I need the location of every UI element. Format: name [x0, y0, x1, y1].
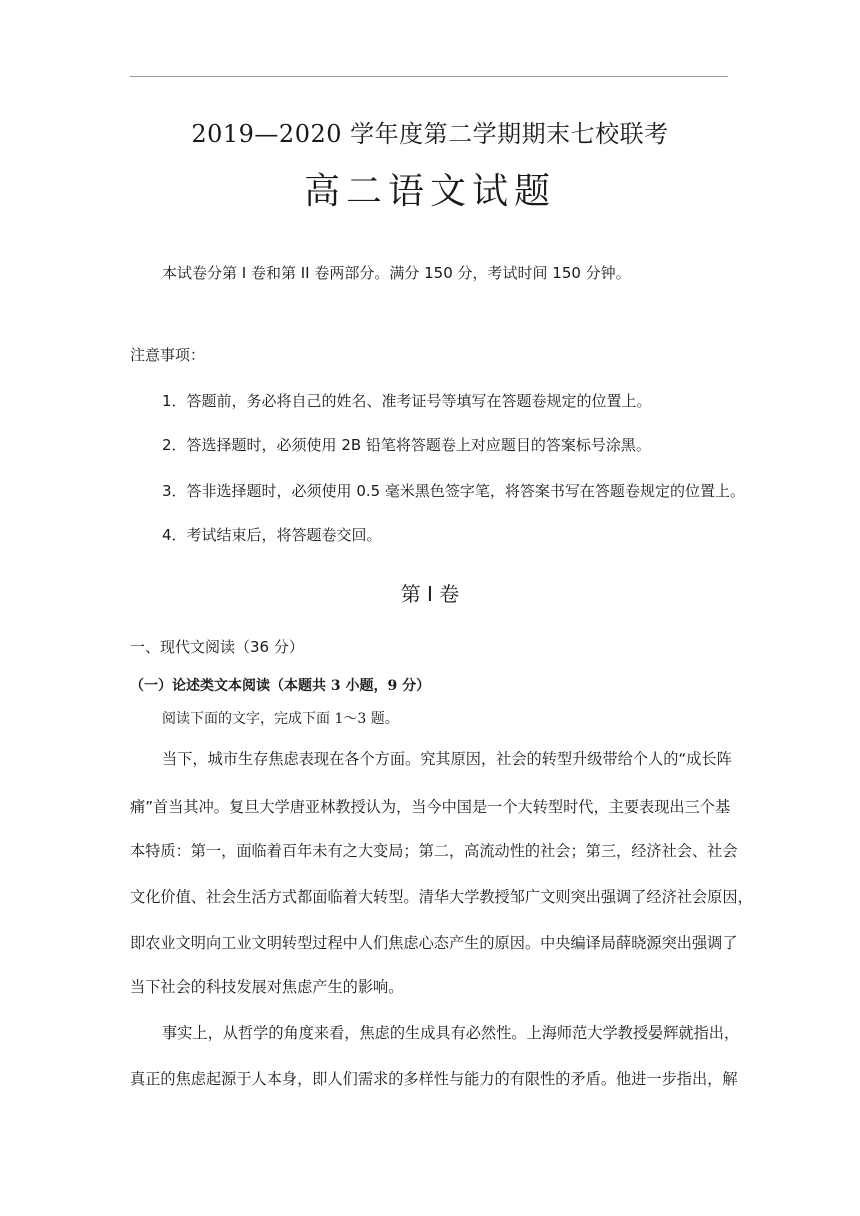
passage-line: 即农业文明向工业文明转型过程中人们焦虑心态产生的原因。中央编译局薛晓源突出强调了 — [130, 934, 738, 952]
reading-instruction: 阅读下面的文字，完成下面 1～3 题。 — [162, 711, 399, 727]
exam-title-line1: 2019—2020 学年度第二学期期末七校联考 — [191, 120, 669, 148]
notice-item: 4．考试结束后，将答题卷交回。 — [162, 526, 382, 544]
section-title: 一、现代文阅读（36 分） — [130, 638, 304, 656]
intro-text: 本试卷分第 I 卷和第 II 卷两部分。满分 150 分，考试时间 150 分钟。 — [162, 264, 631, 282]
header-rule — [130, 76, 728, 77]
notice-item: 3．答非选择题时，必须使用 0.5 毫米黑色签字笔，将答案书写在答题卷规定的位置上。 — [162, 482, 745, 500]
passage-line: 当下，城市生存焦虑表现在各个方面。究其原因，社会的转型升级带给个人的“成长阵 — [162, 750, 732, 768]
exam-title-line2: 高二语文试题 — [303, 171, 556, 212]
passage-line: 事实上，从哲学的角度来看，焦虑的生成具有必然性。上海师范大学教授晏辉就指出， — [162, 1024, 740, 1042]
notice-item: 2．答选择题时，必须使用 2B 铅笔将答题卷上对应题目的答案标号涂黑。 — [162, 436, 651, 454]
passage-line: 文化价值、社会生活方式都面临着大转型。清华大学教授邹广文则突出强调了经济社会原因， — [130, 888, 753, 906]
notice-heading: 注意事项： — [130, 346, 206, 364]
volume-title: 第 I 卷 — [400, 582, 460, 606]
notice-item: 1．答题前，务必将自己的姓名、准考证号等填写在答题卷规定的位置上。 — [162, 392, 652, 410]
subsection-title: （一）论述类文本阅读（本题共 3 小题，9 分） — [130, 678, 431, 694]
passage-line: 本特质：第一，面临着百年未有之大变局；第二，高流动性的社会；第三，经济社会、社会 — [130, 842, 738, 860]
passage-line: 当下社会的科技发展对焦虑产生的影响。 — [130, 978, 404, 996]
passage-line: 真正的焦虑起源于人本身，即人们需求的多样性与能力的有限性的矛盾。他进一步指出，解 — [130, 1070, 738, 1088]
passage-line: 痛”首当其冲。复旦大学唐亚林教授认为，当今中国是一个大转型时代，主要表现出三个基 — [130, 798, 731, 816]
